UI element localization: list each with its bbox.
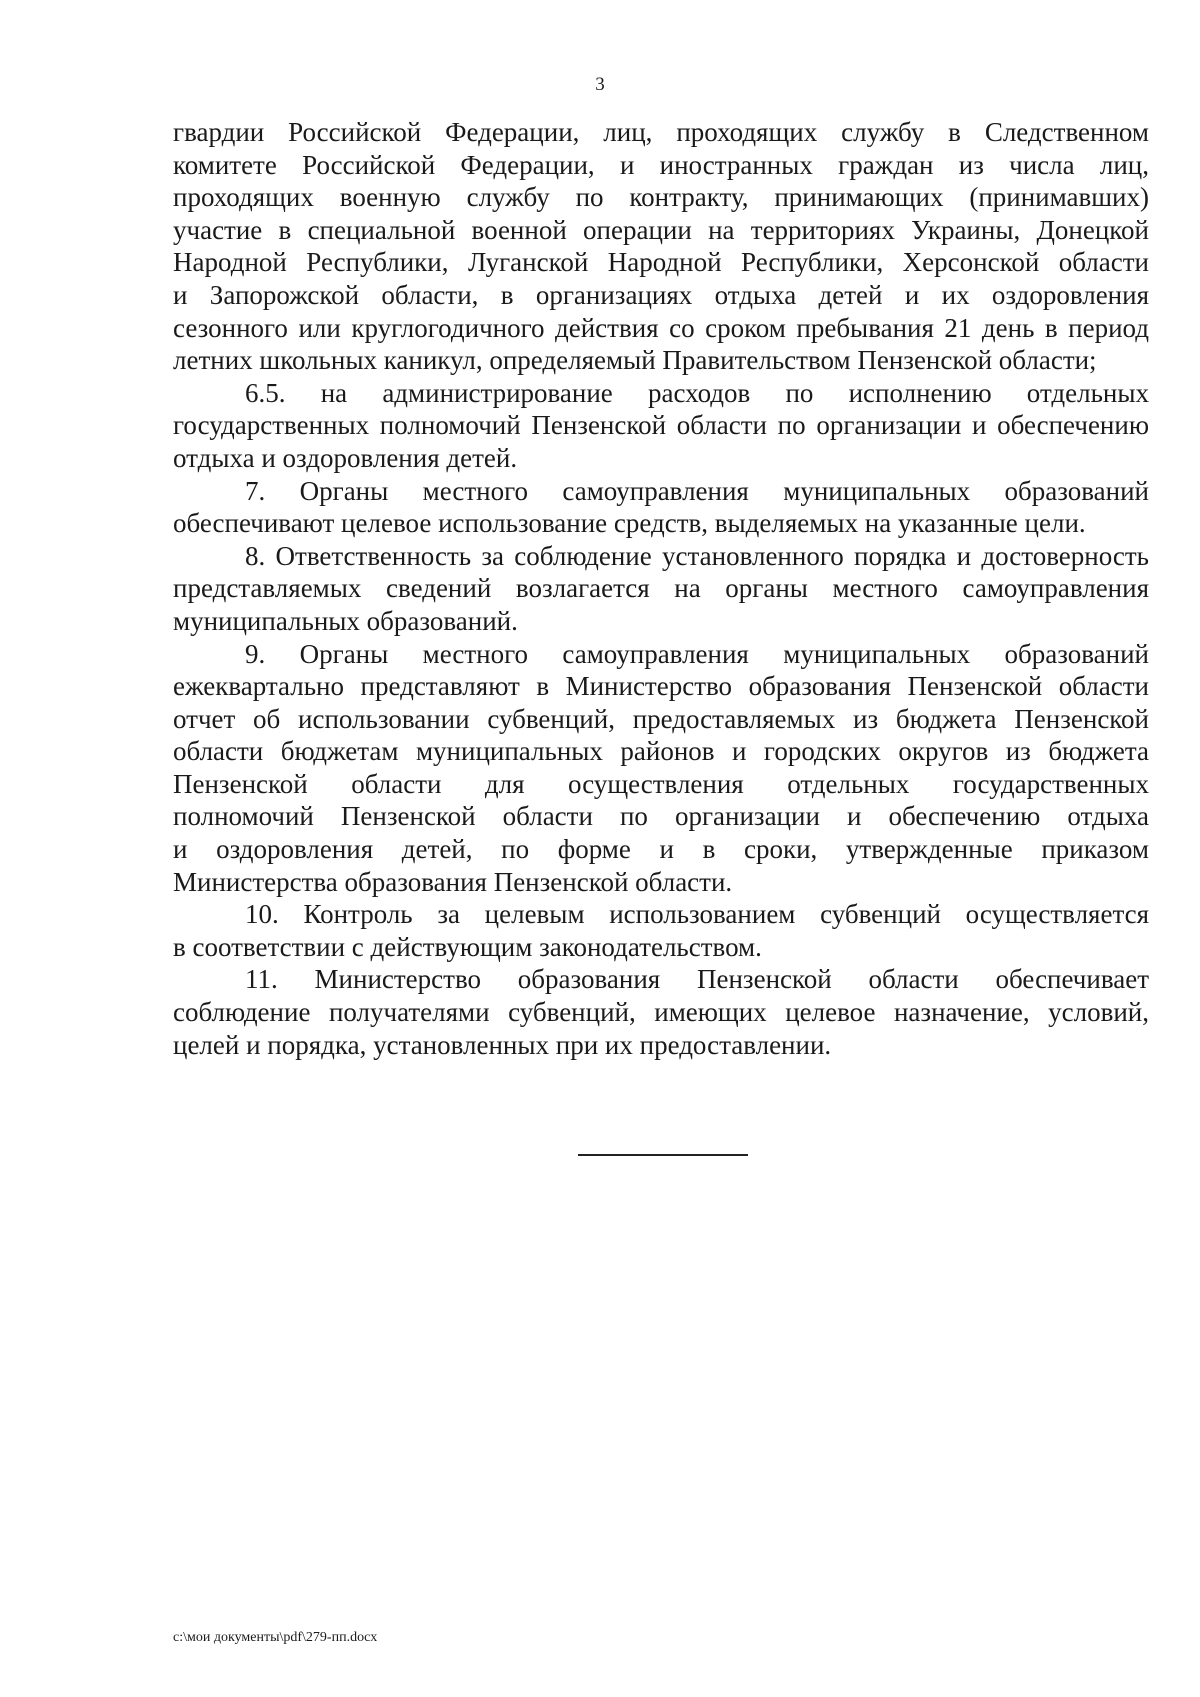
text-line: 10. Контроль за целевым использованием субвенций осуществляется [245, 899, 1149, 930]
text-line: летних школьных каникул, определяемый Правительством Пензенской области; [173, 345, 1097, 376]
paragraph-7 [173, 475, 1149, 540]
text-line: сезонного или круглогодичного действия со сроком пребывания 21 день в период [173, 312, 1149, 343]
paragraph-continuation [173, 116, 1149, 377]
text-line: 8. Ответственность за соблюдение установленного порядка и достоверность [245, 540, 1149, 571]
text-line: отчет об использовании субвенций, предоставляемых из бюджета Пензенской [173, 703, 1149, 734]
text-line: в соответствии с действующим законодательством. [173, 931, 762, 962]
text-line: 11. Министерство образования Пензенской области обеспечивает [245, 964, 1149, 995]
text-line: Пензенской области для осуществления отдельных государственных [173, 768, 1149, 799]
text-line: обеспечивают целевое использование средств, выделяемых на указанные цели. [173, 508, 1086, 539]
text-line: полномочий Пензенской области по организации и обеспечению отдыха [173, 801, 1149, 832]
page-number: 3 [595, 74, 605, 95]
paragraph-9 [173, 638, 1149, 899]
paragraph-11 [173, 963, 1149, 1061]
text-line: участие в специальной военной операции на территориях Украины, Донецкой [173, 214, 1149, 245]
text-line: отдыха и оздоровления детей. [173, 442, 518, 473]
text-line: 6.5. на администрирование расходов по исполнению отдельных [245, 377, 1149, 408]
paragraph-8 [173, 540, 1149, 638]
text-line: гвардии Российской Федерации, лиц, проходящих службу в Следственном [173, 117, 1149, 147]
document-body [173, 116, 1149, 1061]
text-line: Народной Республики, Луганской Народной Республики, Херсонской области [173, 247, 1149, 278]
paragraph-10 [173, 898, 1149, 963]
closing-rule [578, 1154, 748, 1156]
text-line: проходящих военную службу по контракту, принимающих (принимавших) [173, 182, 1149, 213]
text-line: области бюджетам муниципальных районов и городских округов из бюджета [173, 736, 1149, 767]
text-line: государственных полномочий Пензенской области по организации и обеспечению [173, 410, 1149, 441]
footer-file-path: c:\мои документы\pdf\279-пп.docx [173, 1630, 378, 1645]
text-line: и оздоровления детей, по форме и в сроки, утвержденные приказом [173, 834, 1149, 865]
text-line: комитете Российской Федерации, и иностранных граждан из числа лиц, [173, 149, 1149, 180]
text-line: ежеквартально представляют в Министерство образования Пензенской области [173, 671, 1149, 702]
text-line: муниципальных образований. [173, 605, 518, 636]
paragraph-6-5 [173, 377, 1149, 475]
text-line: целей и порядка, установленных при их предоставлении. [173, 1029, 832, 1060]
text-line: 7. Органы местного самоуправления муниципальных образований [245, 475, 1149, 506]
text-line: соблюдение получателями субвенций, имеющих целевое назначение, условий, [173, 997, 1149, 1028]
text-line: 9. Органы местного самоуправления муниципальных образований [245, 638, 1149, 669]
text-line: и Запорожской области, в организациях отдыха детей и их оздоровления [173, 279, 1149, 310]
text-line: представляемых сведений возлагается на органы местного самоуправления [173, 573, 1149, 604]
text-line: Министерства образования Пензенской области. [173, 866, 733, 897]
